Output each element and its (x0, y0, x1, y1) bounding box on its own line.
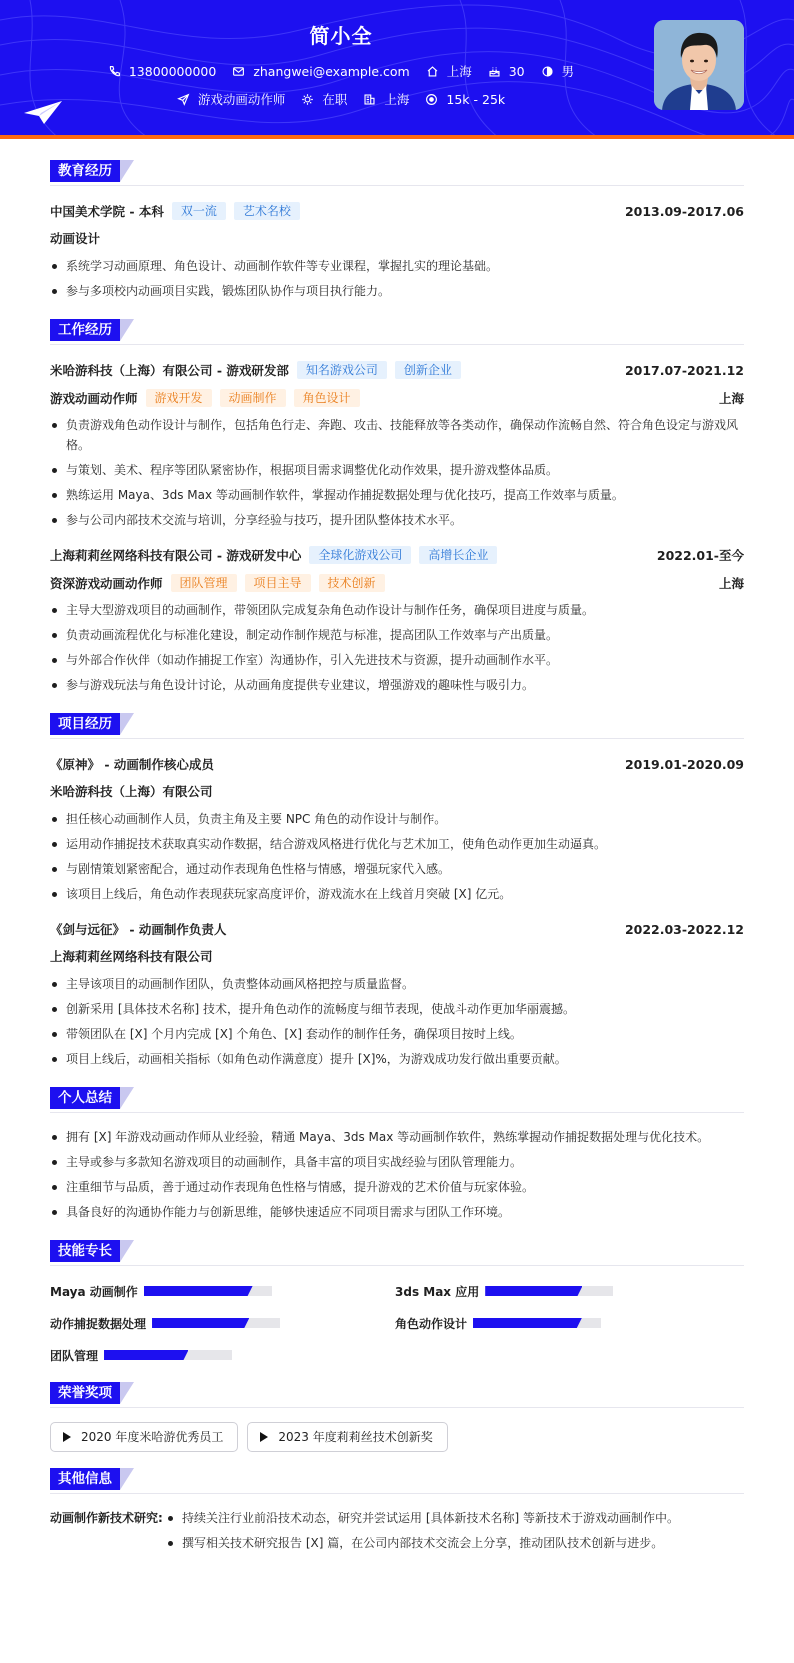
role-tag: 团队管理 (171, 574, 237, 592)
company-name: 上海莉莉丝网络科技有限公司 - 游戏研发中心 (50, 548, 302, 563)
city-item (426, 62, 472, 80)
role-tag: 动画制作 (220, 389, 286, 407)
skill-item (395, 1312, 740, 1334)
role-name: 资深游戏动画动作师 (50, 576, 163, 591)
section-title: 荣誉奖项 (50, 1382, 120, 1404)
skill-bar (473, 1318, 601, 1328)
section-title: 其他信息 (50, 1468, 120, 1490)
education-row (50, 200, 744, 222)
project-company: 上海莉莉丝网络科技有限公司 (50, 949, 213, 964)
skill-bar (152, 1318, 280, 1328)
status-icon (301, 93, 314, 106)
list-item: 系统学习动画原理、角色设计、动画制作软件等专业课程，掌握扎实的理论基础。 (50, 256, 744, 276)
skill-item (395, 1280, 740, 1302)
company-tag: 高增长企业 (419, 546, 497, 564)
target-city-item (363, 90, 409, 108)
gender-text: 男 (561, 64, 575, 79)
company-tag: 全球化游戏公司 (309, 546, 411, 564)
role-tag: 游戏开发 (146, 389, 212, 407)
skill-name: Maya 动画制作 (50, 1284, 138, 1299)
play-triangle-icon (260, 1432, 268, 1442)
list-item: 创新采用 [具体技术名称] 技术，提升角色动作的流畅度与细节表现，使战斗动作更加华丽震撼。 (50, 999, 744, 1019)
age-item (488, 64, 525, 79)
role-name: 游戏动画动作师 (50, 391, 138, 406)
phone-item (108, 64, 216, 79)
other-section (50, 1468, 744, 1558)
project-date: 2019.01-2020.09 (624, 756, 744, 772)
list-item: 主导大型游戏项目的动画制作，带领团队完成复杂角色动作设计与制作任务，确保项目进度与质量。 (50, 600, 744, 620)
skill-name: 团队管理 (50, 1348, 99, 1363)
status-text: 在职 (322, 92, 348, 107)
list-item: 参与多项校内动画项目实践，锻炼团队协作与项目执行能力。 (50, 281, 744, 301)
job-location: 上海 (718, 576, 744, 591)
role-row (50, 387, 744, 409)
resume-header (0, 0, 794, 139)
list-item: 具备良好的沟通协作能力与创新思维，能够快速适应不同项目需求与团队工作环境。 (50, 1202, 744, 1222)
list-item: 担任核心动画制作人员，负责主角及主要 NPC 角色的动作设计与制作。 (50, 809, 744, 829)
education-section (50, 160, 744, 301)
list-item: 主导或参与多款知名游戏项目的动画制作，具备丰富的项目实战经验与团队管理能力。 (50, 1152, 744, 1172)
project-entry (50, 918, 744, 1069)
education-date: 2013.09-2017.06 (624, 203, 744, 219)
list-item: 与剧情策划紧密配合，通过动作表现角色性格与情感，增强玩家代入感。 (50, 859, 744, 879)
phone-text: 13800000000 (128, 63, 217, 79)
school-tag: 艺术名校 (234, 202, 300, 220)
job-bullets (50, 600, 744, 695)
company-row (50, 544, 744, 566)
gender-icon (541, 65, 554, 78)
resume-body (50, 160, 744, 1558)
mail-icon (232, 65, 245, 78)
job-location: 上海 (718, 391, 744, 406)
city-text: 上海 (446, 64, 472, 79)
skill-bar-fill (104, 1350, 188, 1360)
work-header (50, 319, 744, 345)
awards-header (50, 1382, 744, 1408)
salary-text: 15k - 25k (446, 91, 506, 107)
list-item: 该项目上线后，角色动作表现获玩家高度评价，游戏流水在上线首月突破 [X] 亿元。 (50, 884, 744, 904)
section-title: 技能专长 (50, 1240, 120, 1262)
section-title: 个人总结 (50, 1087, 120, 1109)
play-triangle-icon (63, 1432, 71, 1442)
award-chip (247, 1422, 447, 1452)
list-item: 参与游戏玩法与角色设计讨论，从动画角度提供专业建议，增强游戏的趣味性与吸引力。 (50, 675, 744, 695)
job-date: 2017.07-2021.12 (624, 362, 744, 378)
projects-section (50, 713, 744, 1069)
list-item: 运用动作捕捉技术获取真实动作数据，结合游戏风格进行优化与艺术加工，使角色动作更加生动逼真。 (50, 834, 744, 854)
other-bullets (166, 1508, 679, 1558)
skill-item (50, 1344, 395, 1366)
list-item: 注重细节与品质，善于通过动作表现角色性格与情感，提升游戏的艺术价值与玩家体验。 (50, 1177, 744, 1197)
skills-section (50, 1240, 744, 1376)
skill-bar-fill (473, 1318, 582, 1328)
awards-list (50, 1422, 744, 1452)
skill-name: 角色动作设计 (395, 1316, 468, 1331)
building-icon (363, 93, 376, 106)
project-name: 《原神》 - 动画制作核心成员 (50, 757, 214, 772)
list-item: 参与公司内部技术交流与培训，分享经验与技巧，提升团队整体技术水平。 (50, 510, 744, 530)
company-tag: 知名游戏公司 (297, 361, 387, 379)
work-section (50, 319, 744, 695)
home-icon (426, 65, 439, 78)
job-row (0, 90, 682, 108)
awards-section (50, 1382, 744, 1452)
list-item: 主导该项目的动画制作团队，负责整体动画风格把控与质量监督。 (50, 974, 744, 994)
list-item: 与外部合作伙伴（如动作捕捉工作室）沟通协作，引入先进技术与资源，提升动画制作水平。 (50, 650, 744, 670)
project-row (50, 753, 744, 775)
award-text: 2020 年度米哈游优秀员工 (81, 1430, 224, 1444)
role-tag: 角色设计 (294, 389, 360, 407)
job-bullets (50, 415, 744, 530)
job-date: 2022.01-至今 (656, 548, 744, 563)
list-item: 与策划、美术、程序等团队紧密协作，根据项目需求调整优化动作效果，提升游戏整体品质。 (50, 460, 744, 480)
send-icon (177, 93, 190, 106)
award-chip (50, 1422, 238, 1452)
status-item (301, 90, 347, 108)
contact-row (0, 62, 682, 80)
skill-bar (144, 1286, 272, 1296)
header-accent-stripe (0, 135, 794, 139)
cake-icon (488, 65, 501, 78)
major-name: 动画设计 (50, 231, 101, 246)
project-bullets (50, 974, 744, 1069)
gender-item (541, 62, 575, 80)
project-date: 2022.03-2022.12 (624, 921, 744, 937)
project-row (50, 918, 744, 940)
project-name: 《剑与远征》 - 动画制作负责人 (50, 922, 227, 937)
section-title: 教育经历 (50, 160, 120, 182)
position-text: 游戏动画动作师 (197, 92, 286, 107)
skill-name: 3ds Max 应用 (395, 1284, 480, 1299)
school-name: 中国美术学院 - 本科 (50, 204, 164, 219)
email-text: zhangwei@example.com (253, 63, 410, 79)
candidate-name: 简小全 (309, 24, 373, 48)
section-title: 工作经历 (50, 319, 120, 341)
skill-bar-fill (144, 1286, 253, 1296)
paper-plane-logo (24, 101, 64, 125)
list-item: 撰写相关技术研究报告 [X] 篇，在公司内部技术交流会上分享，推动团队技术创新与进步。 (166, 1533, 679, 1553)
skill-item (50, 1312, 395, 1334)
list-item: 熟练运用 Maya、3ds Max 等动画制作软件，掌握动作捕捉数据处理与优化技巧，提高工作效率与质量。 (50, 485, 744, 505)
skills-header (50, 1240, 744, 1266)
projects-header (50, 713, 744, 739)
skill-bar-fill (485, 1286, 582, 1296)
project-bullets (50, 809, 744, 904)
education-bullets (50, 256, 744, 301)
skill-bar (104, 1350, 232, 1360)
email-item (232, 64, 409, 79)
avatar-illustration (654, 20, 744, 110)
skill-bar (485, 1286, 613, 1296)
position-item (177, 90, 286, 108)
role-tag: 技术创新 (319, 574, 385, 592)
role-tag: 项目主导 (245, 574, 311, 592)
salary-icon (425, 93, 438, 106)
other-header (50, 1468, 744, 1494)
list-item: 负责动画流程优化与标准化建设，制定动作制作规范与标准，提高团队工作效率与产出质量。 (50, 625, 744, 645)
school-tag: 双一流 (172, 202, 226, 220)
summary-section (50, 1087, 744, 1222)
phone-icon (108, 65, 121, 78)
skill-name: 动作捕捉数据处理 (50, 1316, 147, 1331)
section-title: 项目经历 (50, 713, 120, 735)
job-entry (50, 359, 744, 530)
company-tag: 创新企业 (395, 361, 461, 379)
list-item: 持续关注行业前沿技术动态，研究并尝试运用 [具体新技术名称] 等新技术于游戏动画制作中。 (166, 1508, 679, 1528)
education-header (50, 160, 744, 186)
company-row (50, 359, 744, 381)
company-name: 米哈游科技（上海）有限公司 - 游戏研发部 (50, 363, 289, 378)
list-item: 带领团队在 [X] 个月内完成 [X] 个角色、[X] 套动作的制作任务，确保项目按时上线。 (50, 1024, 744, 1044)
list-item: 项目上线后，动画相关指标（如角色动作满意度）提升 [X]%，为游戏成功发行做出重要贡献。 (50, 1049, 744, 1069)
skill-bar-fill (152, 1318, 249, 1328)
summary-bullets (50, 1127, 744, 1222)
project-company: 米哈游科技（上海）有限公司 (50, 784, 213, 799)
profile-photo (654, 20, 744, 110)
other-row (50, 1508, 744, 1558)
skill-item (50, 1280, 395, 1302)
list-item: 负责游戏角色动作设计与制作，包括角色行走、奔跑、攻击、技能释放等各类动作，确保动作流畅自然、符合角色设定与游戏风格。 (50, 415, 744, 455)
award-text: 2023 年度莉莉丝技术创新奖 (278, 1430, 433, 1444)
role-row (50, 572, 744, 594)
skills-grid (50, 1280, 744, 1376)
other-label: 动画制作新技术研究: (50, 1511, 163, 1525)
summary-header (50, 1087, 744, 1113)
target-city-text: 上海 (384, 92, 410, 107)
project-entry (50, 753, 744, 904)
list-item: 拥有 [X] 年游戏动画动作师从业经验，精通 Maya、3ds Max 等动画制作软件，熟练掌握动作捕捉数据处理与优化技术。 (50, 1127, 744, 1147)
age-text: 30 (508, 63, 525, 79)
salary-item (425, 92, 505, 107)
job-entry (50, 544, 744, 695)
